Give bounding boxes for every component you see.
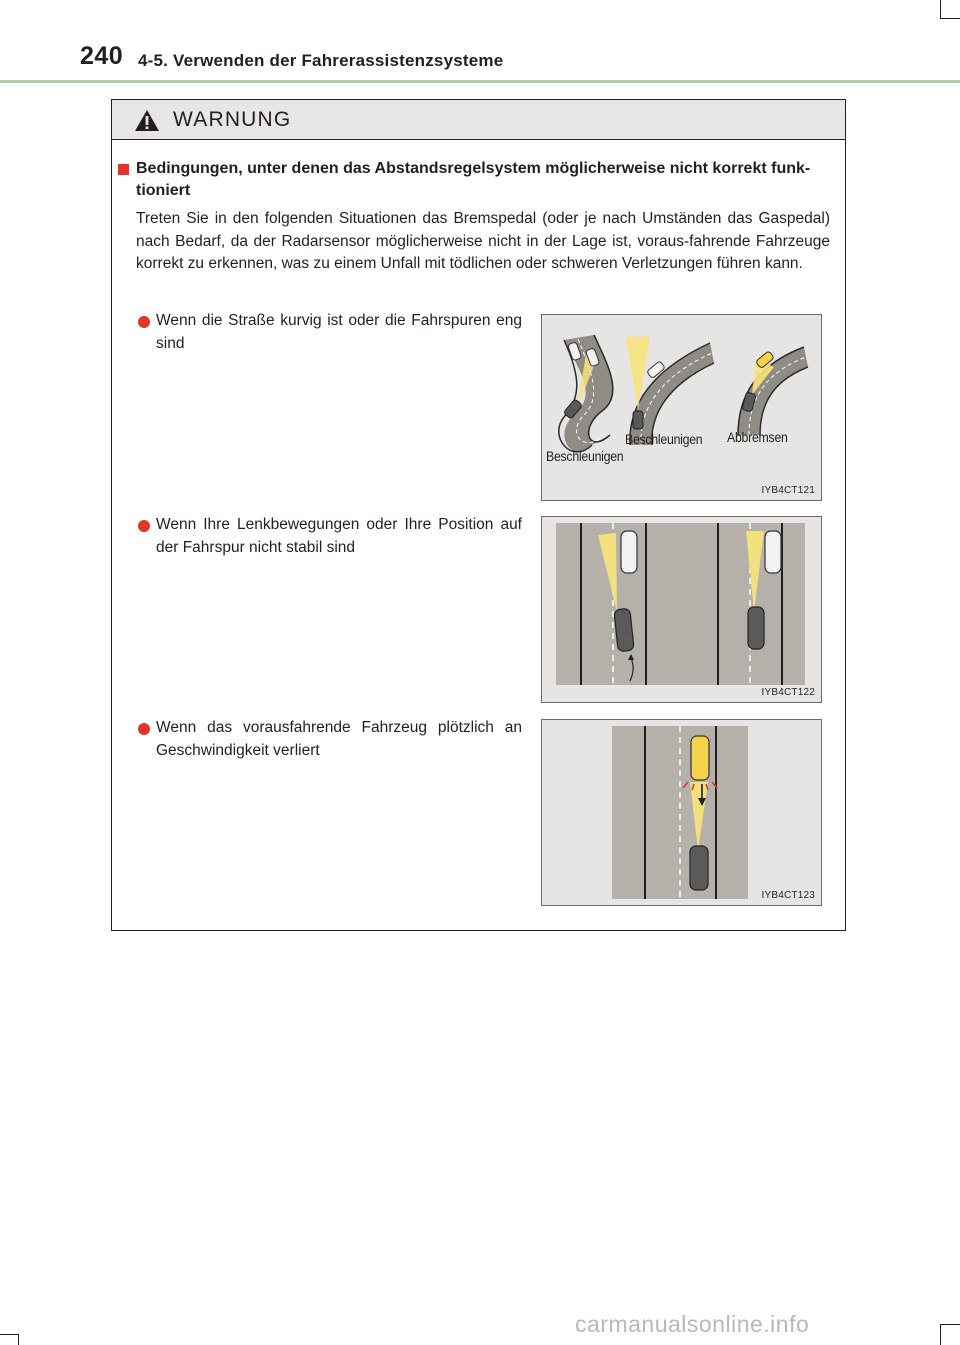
warning-header	[112, 100, 845, 140]
bullet-dot	[138, 316, 150, 328]
bullet-dot	[138, 520, 150, 532]
crop-mark	[940, 1324, 941, 1345]
crop-mark	[940, 18, 960, 19]
curved-road-illustration	[541, 314, 822, 501]
figure-code: IYB4CT122	[761, 687, 815, 698]
crop-mark	[18, 1334, 19, 1345]
warning-label: WARNUNG	[173, 108, 292, 131]
watermark[interactable]: carmanualsonline.info	[575, 1311, 810, 1337]
crop-mark	[0, 1334, 18, 1335]
list-item: Wenn das vorausfahrende Fahrzeug plötzlich an Geschwindigkeit verliert	[156, 719, 522, 759]
figure-label: Beschleunigen	[625, 431, 703, 447]
figure-label: Abbremsen	[727, 429, 788, 445]
figure-label: Beschleunigen	[546, 448, 624, 464]
figure-code: IYB4CT121	[761, 485, 815, 496]
warning-triangle-icon	[134, 109, 160, 132]
sudden-braking-illustration	[541, 719, 822, 906]
figure-code: IYB4CT123	[761, 890, 815, 901]
list-item: Wenn Ihre Lenkbewegungen oder Ihre Position auf der Fahrspur nicht stabil sind	[156, 516, 522, 556]
section-title: 4-5. Verwenden der Fahrerassistenzsysteme	[138, 51, 504, 70]
warning-subheading: Bedingungen, unter denen das Abstandsregelsystem möglicherweise nicht korrekt funk-tioniert	[136, 160, 811, 199]
warning-body: Treten Sie in den folgenden Situationen das Bremspedal (oder je nach Umständen das Gaspedal) nach Bedarf, da der Radarsensor möglicherweise nicht in der Lage ist, voraus-fahrende Fahrzeuge korrekt zu erkennen, was zu einem Unfall mit tödlichen oder schweren Verletzungen führen kann.	[136, 210, 830, 272]
crop-mark	[940, 0, 941, 18]
page-number: 240	[80, 42, 124, 70]
list-item: Wenn die Straße kurvig ist oder die Fahrspuren eng sind	[156, 312, 522, 352]
bullet-dot	[138, 723, 150, 735]
subheading-marker	[118, 164, 129, 175]
warning-box	[111, 99, 846, 931]
lane-position-illustration	[541, 516, 822, 703]
crop-mark	[940, 1324, 960, 1325]
header-rule	[0, 80, 960, 83]
